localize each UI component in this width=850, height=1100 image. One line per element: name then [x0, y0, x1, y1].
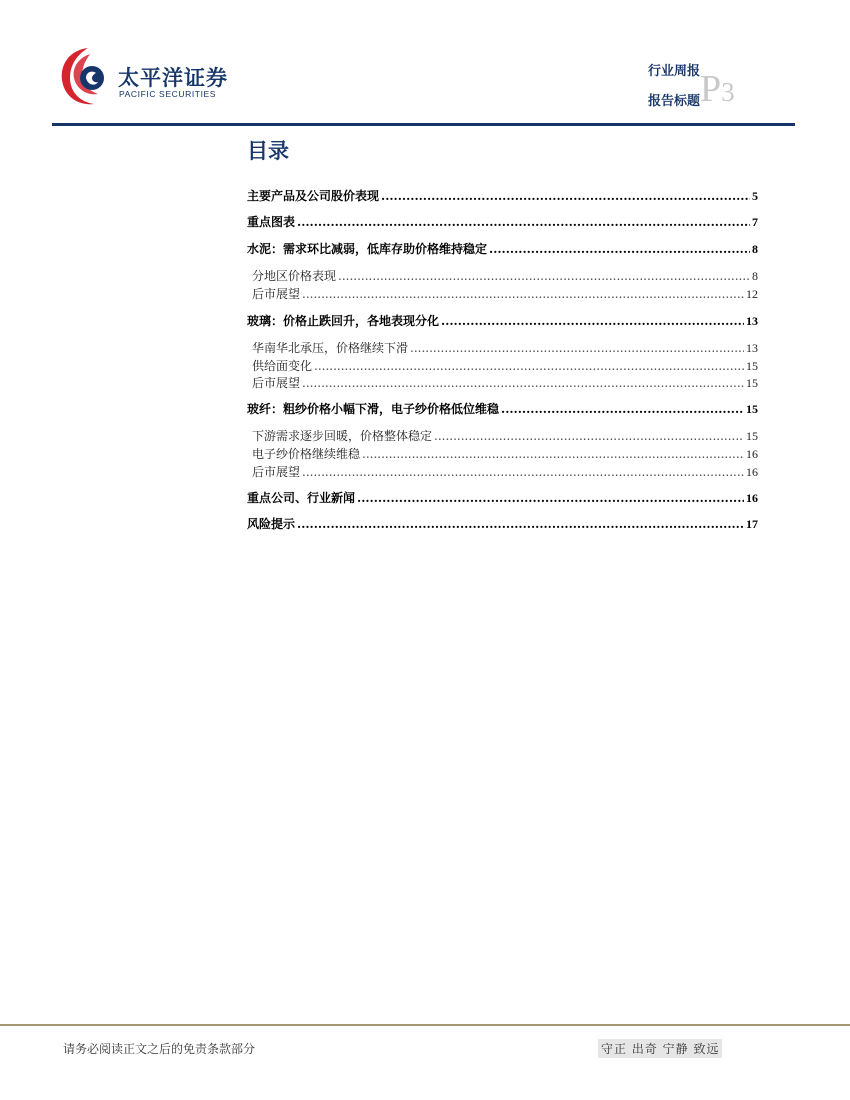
toc-leader-dots — [302, 286, 744, 302]
toc-title: 目录 — [247, 139, 289, 163]
toc-entry-page: 15 — [746, 376, 758, 390]
toc-leader-dots — [381, 188, 750, 204]
toc-entry-label: 重点公司、行业新闻 — [247, 491, 356, 505]
page-number: 3 — [721, 77, 735, 107]
report-title-label: 报告标题 — [647, 94, 700, 109]
toc-subentry[interactable] — [247, 286, 758, 302]
toc-subentry[interactable] — [247, 358, 758, 374]
toc-entry-label: 玻璃：价格止跌回升，各地表现分化 — [247, 314, 440, 328]
toc-leader-dots — [434, 428, 744, 444]
footer-divider — [0, 1024, 850, 1026]
toc-entry-label: 后市展望 — [252, 376, 301, 390]
toc-entry-label: 电子纱价格继续维稳 — [252, 447, 361, 461]
logo-chinese-name: 太平洋证券 — [118, 66, 228, 90]
toc-entry-page: 16 — [746, 491, 758, 505]
toc-entry-page: 8 — [752, 242, 758, 256]
toc-entry-page: 17 — [746, 517, 758, 531]
toc-subentry[interactable] — [247, 464, 758, 480]
toc-entry-label: 后市展望 — [252, 287, 301, 301]
toc-entry-page: 16 — [746, 447, 758, 461]
toc-entry-label: 华南华北承压，价格继续下滑 — [252, 341, 409, 355]
header-divider — [52, 123, 795, 126]
toc-entry-label: 风险提示 — [247, 517, 296, 531]
toc-leader-dots — [302, 375, 744, 391]
toc-leader-dots — [302, 464, 744, 480]
toc-subentry[interactable] — [247, 428, 758, 444]
toc-entry[interactable] — [247, 188, 758, 204]
toc-entry-label: 重点图表 — [247, 215, 296, 229]
company-motto: 守正 出奇 宁静 致远 — [598, 1039, 722, 1058]
toc-entry-label: 后市展望 — [252, 465, 301, 479]
toc-leader-dots — [297, 516, 744, 532]
toc-entry-label: 水泥：需求环比减弱，低库存助价格维持稳定 — [247, 242, 488, 256]
pacific-securities-logo-icon — [58, 44, 114, 108]
toc-leader-dots — [297, 214, 750, 230]
toc-entry-page: 7 — [752, 215, 758, 229]
toc-entry[interactable] — [247, 516, 758, 532]
page-prefix: P — [700, 68, 722, 110]
toc-entry[interactable] — [247, 490, 758, 506]
toc-entry-page: 15 — [746, 359, 758, 373]
disclaimer-note: 请务必阅读正文之后的免责条款部分 — [63, 1042, 256, 1056]
toc-entry-label: 下游需求逐步回暖，价格整体稳定 — [252, 429, 433, 443]
toc-leader-dots — [338, 268, 750, 284]
toc-entry-page: 8 — [752, 269, 758, 283]
toc-entry-label: 供给面变化 — [252, 359, 313, 373]
toc-subentry[interactable] — [247, 446, 758, 462]
toc-leader-dots — [489, 241, 750, 257]
toc-entry-page: 5 — [752, 189, 758, 203]
toc-entry-label: 主要产品及公司股价表现 — [247, 189, 380, 203]
toc-entry-page: 15 — [746, 402, 758, 416]
toc-leader-dots — [441, 313, 744, 329]
report-type: 行业周报 — [647, 64, 700, 79]
toc-entry-page: 16 — [746, 465, 758, 479]
toc-entry[interactable] — [247, 313, 758, 329]
toc-entry-page: 13 — [746, 314, 758, 328]
toc-entry[interactable] — [247, 401, 758, 417]
toc-entry[interactable] — [247, 214, 758, 230]
company-logo — [58, 44, 228, 114]
toc-entry-label: 玻纤：粗纱价格小幅下滑，电子纱价格低位维稳 — [247, 402, 500, 416]
page-number-mark — [700, 70, 735, 108]
toc-leader-dots — [314, 358, 744, 374]
toc-subentry[interactable] — [247, 268, 758, 284]
logo-english-name: PACIFIC SECURITIES — [119, 89, 217, 99]
toc-leader-dots — [362, 446, 744, 462]
toc-leader-dots — [357, 490, 744, 506]
toc-entry-label: 分地区价格表现 — [252, 269, 337, 283]
toc-entry[interactable] — [247, 241, 758, 257]
toc-leader-dots — [501, 401, 744, 417]
toc-subentry[interactable] — [247, 340, 758, 356]
toc-entry-page: 13 — [746, 341, 758, 355]
toc-subentry[interactable] — [247, 375, 758, 391]
toc-leader-dots — [410, 340, 744, 356]
toc-entry-page: 12 — [746, 287, 758, 301]
toc-entry-page: 15 — [746, 429, 758, 443]
